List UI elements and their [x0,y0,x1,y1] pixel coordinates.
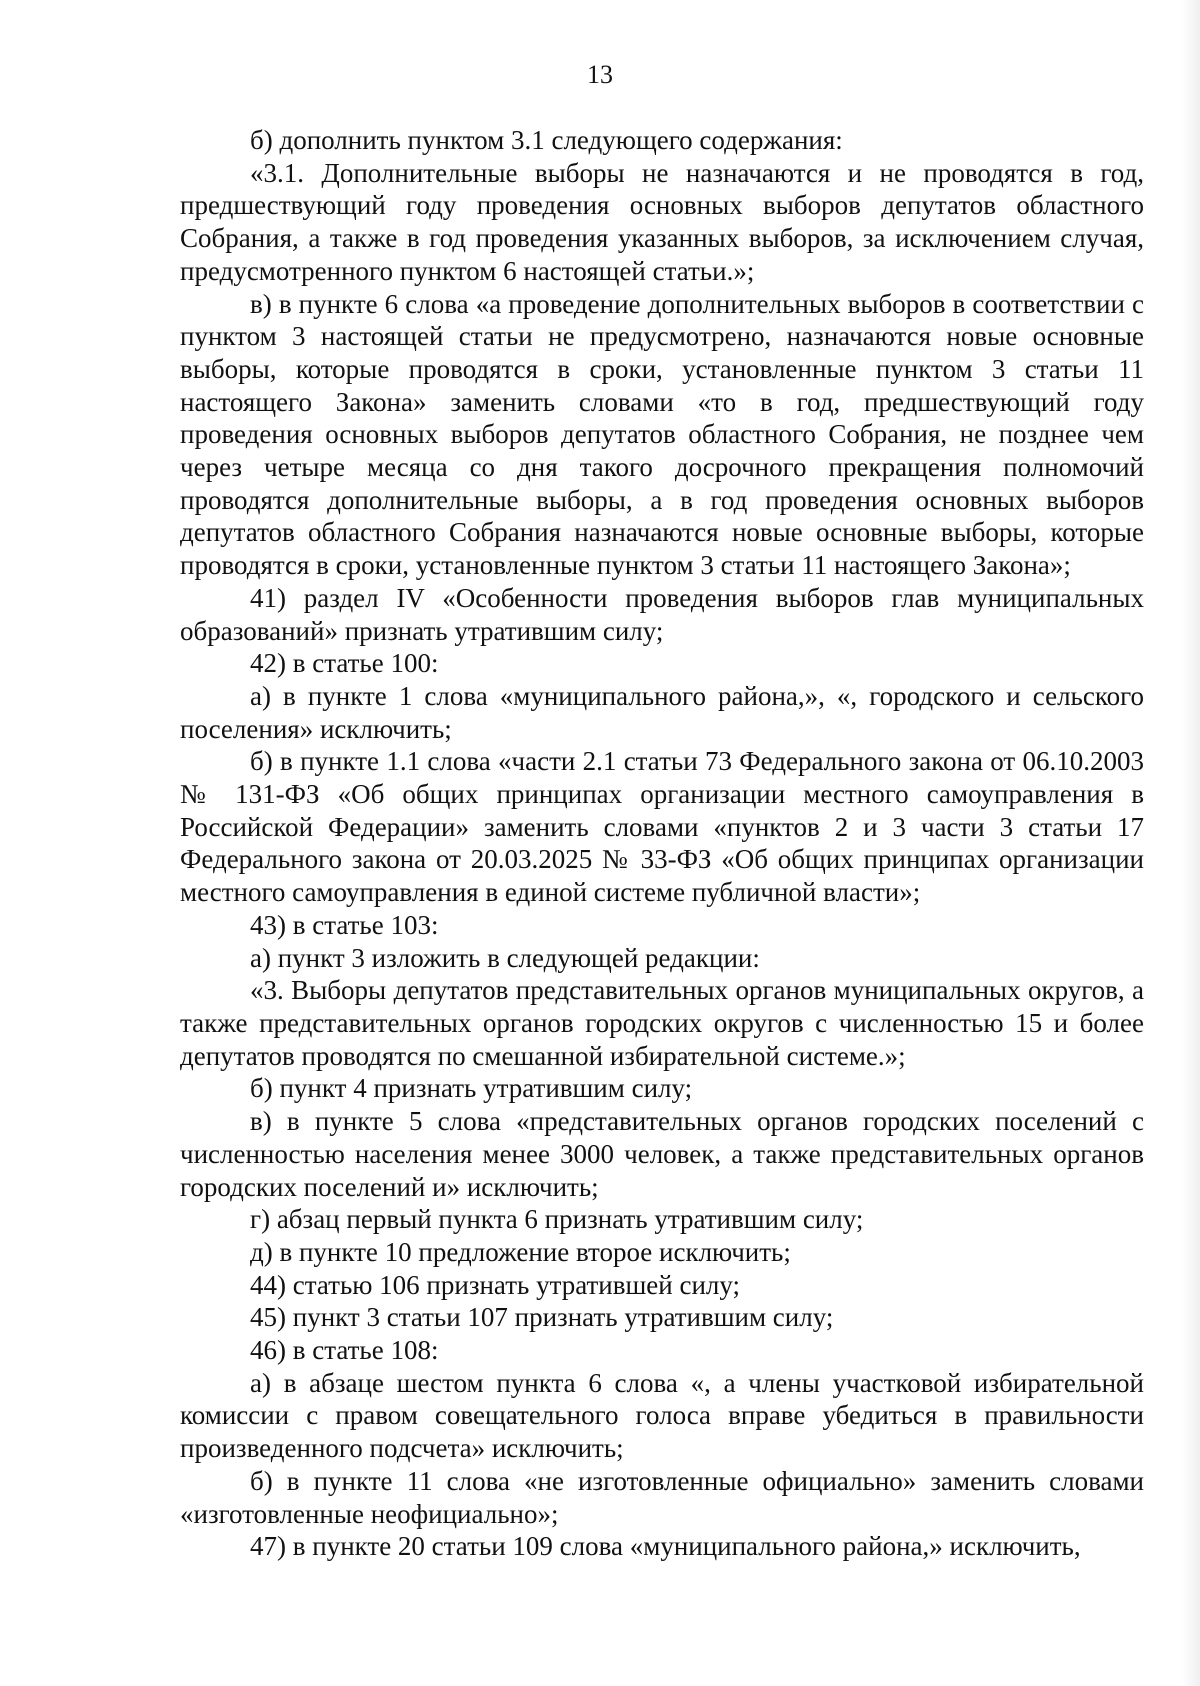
paragraph: а) в пункте 1 слова «муниципального района,», «, городского и сельского поселения» исключить; [180,680,1144,744]
page-edge-shadow [1182,0,1200,1686]
paragraph: г) абзац первый пункта 6 признать утратившим силу; [250,1204,864,1235]
paragraph: б) пункт 4 признать утратившим силу; [250,1073,693,1104]
paragraph: «3.1. Дополнительные выборы не назначаются и не проводятся в год, предшествующий году проведения основных выборов депутатов областного Собрания, а также в год проведения указанных выборов, за исключением случая, предусмотренного пунктом 6 настоящей статьи.»; [180,157,1144,286]
paragraph: 45) пункт 3 статьи 107 признать утратившим силу; [250,1302,834,1333]
paragraph: а) пункт 3 изложить в следующей редакции: [250,942,760,973]
paragraph: б) в пункте 1.1 слова «части 2.1 статьи 73 Федерального закона от 06.10.2003 № 131-ФЗ «Об общих принципах организации местного самоуправления в Российской Федерации» заменить словами «пунктов 2 и 3 части 3 статьи 17 Федерального закона от 20.03.2025 № 33-ФЗ «Об общих принципах организации местного самоуправления в единой системе публичной власти»; [180,746,1144,908]
paragraph: «3. Выборы депутатов представительных органов муниципальных округов, а также представительных органов городских округов с численностью 15 и более депутатов проводятся по смешанной избирательной системе.»; [180,975,1144,1071]
paragraph: 43) в статье 103: [250,909,439,940]
paragraph: 46) в статье 108: [250,1335,439,1366]
paragraph: в) в пункте 5 слова «представительных органов городских поселений с численностью населения менее 3000 человек, а также представительных органов городских поселений и» исключить; [180,1106,1144,1202]
paragraph: а) в абзаце шестом пункта 6 слова «, а члены участковой избирательной комиссии с правом совещательного голоса вправе убедиться в правильности произведенного подсчета» исключить; [180,1367,1144,1464]
paragraph: б) дополнить пунктом 3.1 следующего содержания: [250,125,843,155]
paragraph: 42) в статье 100: [250,648,439,679]
paragraph: д) в пункте 10 предложение второе исключить; [250,1236,791,1267]
document-body [180,124,1144,1563]
paragraph: в) в пункте 6 слова «а проведение дополнительных выборов в соответствии с пунктом 3 настоящей статьи не предусмотрено, назначаются новые основные выборы, которые проводятся в сроки, установленные пунктом 3 статьи 11 настоящего Закона» заменить словами «то в год, предшествующий году проведения основных выборов депутатов областного Собрания, не позднее чем через четыре месяца со дня такого досрочного прекращения полномочий проводятся дополнительные выборы, а в год проведения основных выборов депутатов областного Собрания назначаются новые основные выборы, которые проводятся в сроки, установленные пунктом 3 статьи 11 настоящего Закона»; [180,288,1144,581]
paragraph: б) в пункте 11 слова «не изготовленные официально» заменить словами «изготовленные неофициально»; [180,1465,1144,1529]
paragraph: 41) раздел IV «Особенности проведения выборов глав муниципальных образований» признать утратившим силу; [180,582,1144,646]
paragraph: 44) статью 106 признать утратившей силу; [250,1269,741,1300]
paragraph: 47) в пункте 20 статьи 109 слова «муниципального района,» исключить, [250,1531,1081,1562]
page-number: 13 [587,60,613,89]
